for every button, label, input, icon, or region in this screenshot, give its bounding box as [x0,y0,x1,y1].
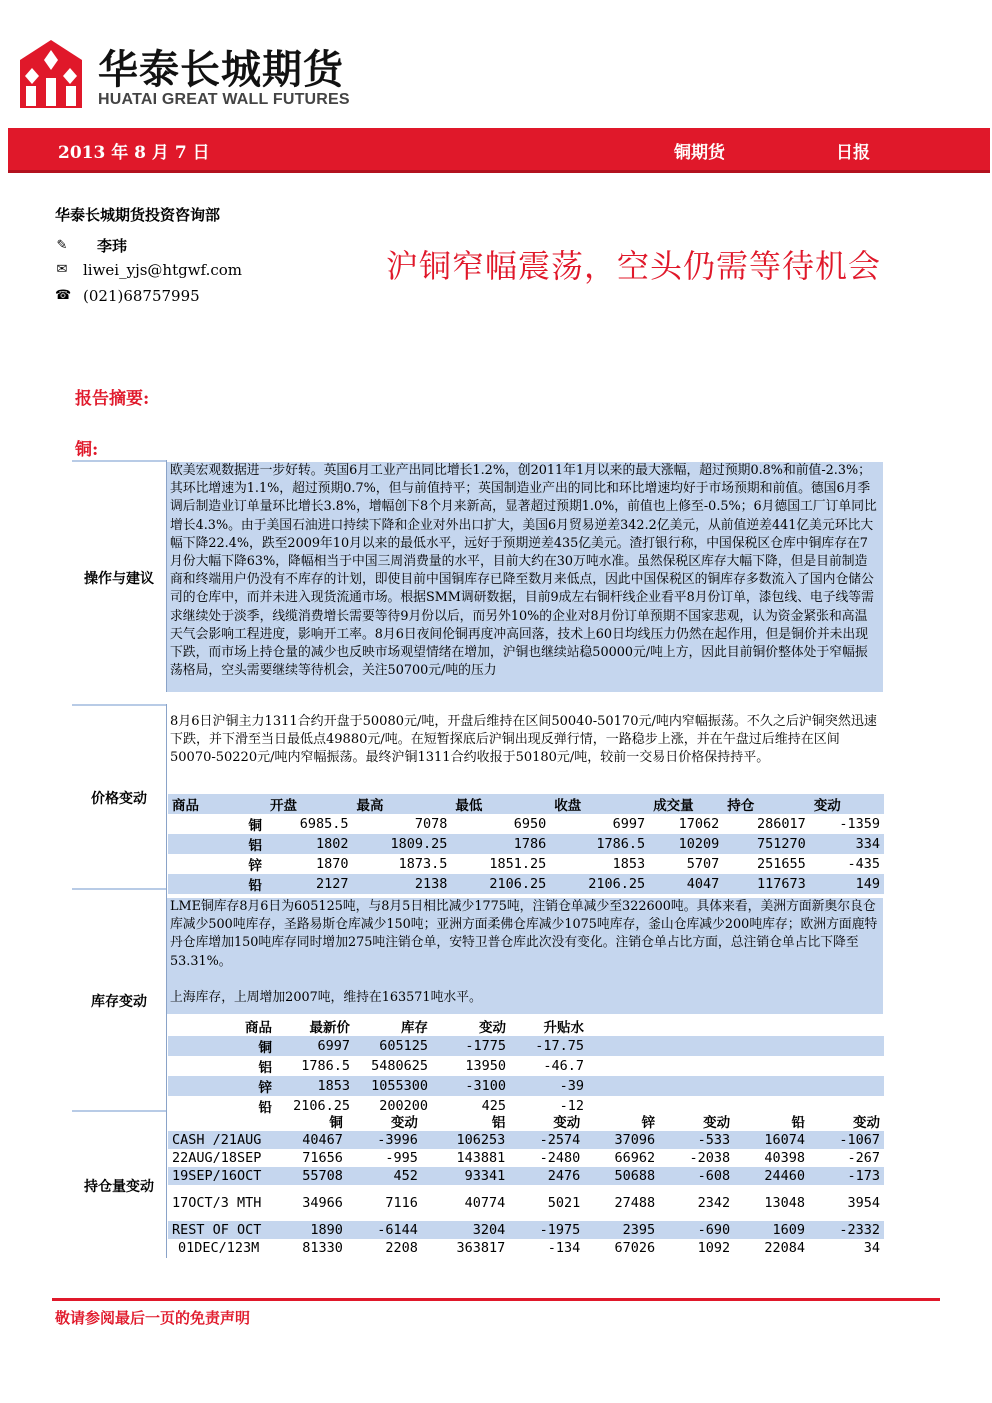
table-cell: 40774 [464,1195,506,1211]
table-cell: 334 [810,834,884,854]
table-cell: 5021 [547,1195,581,1211]
table-header-row [168,1016,884,1036]
table-cell: 6997 [612,816,646,832]
company-name-cn: 华泰长城期货 [98,47,344,93]
table-cell: 37096 [584,1131,659,1149]
table-cell: -39 [510,1076,588,1096]
headline: 沪铜窄幅震荡，空头仍需等待机会 [386,247,882,285]
table-cell: 34 [863,1240,880,1256]
table-cell: 2127 [266,874,353,894]
table-cell: 27488 [614,1195,656,1211]
table-cell: 117673 [723,874,810,894]
table-cell: -2480 [539,1150,581,1166]
table-cell: 751270 [723,834,810,854]
table-header-row [168,1111,884,1131]
advice-label: 操作与建议 [72,460,166,694]
table-cell: 143881 [456,1150,506,1166]
table-cell: 1055300 [354,1076,432,1096]
table-cell: 1870 [316,856,349,872]
table-cell: 40467 [272,1131,347,1149]
table-cell: 81330 [302,1240,343,1256]
table-cell: -46.7 [543,1058,584,1074]
table-cell: 67026 [614,1240,656,1256]
table-cell: -173 [809,1167,884,1185]
report-category: 铜期货 [674,143,725,163]
author-phone: (021)68757995 [83,287,200,305]
table-cell: 1809.25 [353,834,452,854]
table-row [168,1131,884,1149]
inventory-label: 库存变动 [72,888,166,1112]
table-cell: 5480625 [371,1058,428,1074]
table-cell: -1067 [809,1131,884,1149]
table-cell: 363817 [456,1240,506,1256]
report-type: 日报 [836,143,870,163]
table-cell: 6950 [513,816,547,832]
period-cell: CASH /21AUG [168,1131,272,1149]
table-cell: 3954 [847,1195,880,1211]
pen-icon: ✎ [56,237,68,253]
table-header-row [168,794,884,814]
table-cell: -1975 [509,1221,584,1239]
table-cell: -995 [385,1150,418,1166]
divider [166,1110,167,1258]
table-header-cell: 开盘 [266,794,353,814]
table-cell: 200200 [379,1098,428,1114]
table-cell: 605125 [354,1036,432,1056]
price-text: 8月6日沪铜主力1311合约开盘于50080元/吨，开盘后维持在区间50040-50170元/吨内窄幅振荡。不久之后沪铜突然迅速下跌，并下滑至当日最低点49880元/吨。在短暂探底后沪铜出现反弹行情，一路稳步上涨，并在午盘过后维持在区间50070-50220元/吨内窄幅振荡。最终沪铜1311合约收报于50180元/吨，较前一交易日价格保持持平。 [167,713,883,768]
email-row [55,261,242,279]
table-cell: 1873.5 [398,856,448,872]
table-header-cell: 铜 [329,1115,343,1131]
period-cell: REST OF OCT [168,1221,272,1239]
report-date: 2013 年 8 月 7 日 [58,143,210,163]
table-cell: 1786 [451,834,550,854]
table-header-cell: 收盘 [550,794,649,814]
position-table [168,1111,884,1257]
phone-icon: ☎ [55,288,72,303]
table-row [168,1221,884,1239]
table-cell: -12 [559,1098,584,1114]
table-cell: 10209 [649,834,723,854]
commodity-cell: 锌 [248,858,262,874]
table-cell: -2574 [509,1131,584,1149]
table-cell: -3100 [432,1076,510,1096]
company-logo [18,38,84,110]
table-header-cell: 铅 [791,1115,805,1131]
advice-text: 欧美宏观数据进一步好转。英国6月工业产出同比增长1.2%，创2011年1月以来的最大涨幅，超过预期0.8%和前值-2.3%；其环比增速为1.1%，超过预期0.7%，但与前值持平；英国制造业产出的同比和环比增速均好于市场预期和前值。德国6月季调后制造业订单量环比增长3.8%，增幅创下8个月来新高，显著超过预期1.0%，前值也上修至-0.5%；6月德国工厂订单同比增长4.3%。由于美国石油进口持续下降和企业对外出口扩大，美国6月贸易逆差342.2亿美元，从前值逆差441亿美元环比大幅下降22.4%，跌至2009年10月以来的最低水平，远好于预期逆差435亿美元。渣打银行称，中国保税区仓库中铜库存在7月份大幅下降63%，降幅相当于中国三周消费量的水平，目前大约在30万吨水准。虽然保税区库存大幅下降，但是目前制造商和终端用户仍没有不库存的计划，即使目前中国铜库存已降至数月来低点，因此中国保税区的铜库存多数流入了国内仓储公司的仓库中，而并未进入现货流通市场。根据SMM调研数据，目前9成左右铜杆线企业看平8月份订单，漆包线、电子线等需求继续处于淡季，线缆消费增长需要等待9月份以后，而另外10%的企业对8月份订单预期不国家悲观，认为资金紧张和高温天气会影响工程进度，影响开工率。8月6日夜间伦铜再度冲高回落，技术上60日均线压力仍然在起作用，但是铜价并未出现下跌，而市场上持仓量的减少也反映市场观望情绪在增加，沪铜也继续站稳50000元/吨上方，因此目前铜价整体处于窄幅振荡格局，空头需要继续等待机会，关注50700元/吨的压力 [167,462,883,692]
table-cell: 286017 [757,816,806,832]
table-header-cell: 变动 [810,794,884,814]
table-header-cell: 商品 [245,1020,272,1036]
table-cell: 2106.25 [293,1098,350,1114]
table-header-cell: 铝 [491,1115,506,1131]
period-cell: 22AUG/18SEP [172,1150,262,1166]
table-cell: 7116 [385,1195,418,1211]
table-cell: 425 [481,1098,506,1114]
table-cell: -608 [659,1167,734,1185]
table-cell: 1802 [266,834,353,854]
table-cell: 50688 [584,1167,659,1185]
table-cell: 6985.5 [299,816,349,832]
table-cell: -435 [847,856,880,872]
table-row [168,1056,884,1076]
table-cell: -1775 [432,1036,510,1056]
table-header-cell: 持仓 [723,794,810,814]
table-cell: 5707 [686,856,720,872]
table-cell: -17.75 [510,1036,588,1056]
table-header-cell: 变动 [853,1115,880,1131]
author-name: 李玮 [97,237,128,255]
commodity-cell: 铜 [248,818,262,834]
table-row [168,1167,884,1185]
table-cell: 106253 [422,1131,509,1149]
table-row [168,1149,884,1167]
position-label: 持仓量变动 [72,1110,166,1260]
commodity-cell: 铝 [168,834,266,854]
commodity-cell: 铝 [258,1060,272,1076]
inventory-text-shanghai: 上海库存，上周增加2007吨，维持在163571吨水平。 [170,989,482,1005]
inventory-text-lme: LME铜库存8月6日为605125吨，与8月5日相比减少1775吨，注销仓单减少至322600吨。具体来看，美洲方面新奥尔良仓库减少500吨库存，圣路易斯仓库减少150吨；亚洲方面柔佛仓库减少1075吨库存，釜山仓库减少200吨库存；欧洲方面鹿特丹仓库增加150吨库存同时增加275吨注销仓单，安特卫普仓库此次没有变化。注销仓单占比方面，总注销仓单占比下降至53.31%。 [170,899,878,969]
author-row [55,235,127,256]
table-cell: 17062 [678,816,720,832]
period-cell: 17OCT/3 MTH [172,1195,262,1211]
commodity-cell: 铅 [168,874,266,894]
table-cell: 1851.25 [489,856,547,872]
table-cell: 13950 [465,1058,506,1074]
table-header-cell: 锌 [641,1115,656,1131]
table-cell: 93341 [422,1167,509,1185]
table-cell: 1786.5 [301,1058,350,1074]
table-header-cell: 变动 [703,1115,731,1131]
footer-divider [52,1298,940,1301]
table-row [168,834,884,854]
copper-title: 铜: [75,440,99,460]
table-header-cell: 变动 [479,1020,506,1036]
table-cell: 1853 [612,856,646,872]
table-header-cell: 最新价 [309,1020,350,1036]
company-name-en: HUATAI GREAT WALL FUTURES [98,91,350,108]
table-cell: 7078 [414,816,448,832]
commodity-cell: 铜 [168,1036,276,1056]
table-cell: 2342 [697,1195,731,1211]
period-cell: 01DEC/123M [178,1240,260,1256]
table-cell: 34966 [302,1195,343,1211]
report-banner [8,128,990,173]
table-cell: 2106.25 [550,874,649,894]
table-cell: 1890 [272,1221,347,1239]
table-row [168,854,884,874]
table-cell: -1359 [839,816,880,832]
table-cell: 24460 [734,1167,809,1185]
table-header-cell: 成交量 [649,794,723,814]
table-cell: 4047 [649,874,723,894]
table-header-cell: 库存 [401,1020,428,1036]
table-cell: -267 [847,1150,880,1166]
table-cell: 1786.5 [550,834,649,854]
table-cell: -533 [659,1131,734,1149]
inventory-table [168,1016,884,1116]
table-cell: 1092 [697,1240,731,1256]
phone-row [55,287,200,305]
table-cell: 2395 [584,1221,659,1239]
table-cell: 40398 [764,1150,805,1166]
price-label: 价格变动 [72,704,166,890]
commodity-cell: 铅 [258,1100,272,1116]
table-cell: 2208 [385,1240,418,1256]
table-cell: -2332 [809,1221,884,1239]
table-header-cell: 商品 [168,794,266,814]
table-cell: 55708 [272,1167,347,1185]
author-email: liwei_yjs@htgwf.com [83,261,243,279]
commodity-cell: 锌 [168,1076,276,1096]
table-cell: 66962 [614,1150,656,1166]
table-row [168,1036,884,1056]
table-cell: 452 [347,1167,422,1185]
table-cell: 71656 [302,1150,343,1166]
inventory-text [167,898,883,1014]
table-cell: 6997 [276,1036,354,1056]
period-cell: 19SEP/16OCT [168,1167,272,1185]
table-cell: 1609 [734,1221,809,1239]
disclaimer-link[interactable]: 敬请参阅最后一页的免责声明 [55,1309,251,1327]
table-cell: 251655 [757,856,806,872]
table-header-cell: 变动 [553,1115,581,1131]
table-cell: 2138 [353,874,452,894]
department: 华泰长城期货投资咨询部 [55,206,221,224]
table-row [168,814,884,834]
table-cell: 16074 [734,1131,809,1149]
table-cell: 13048 [764,1195,805,1211]
table-cell: -690 [659,1221,734,1239]
table-cell: 1853 [276,1076,354,1096]
price-table [168,794,884,894]
table-row [168,874,884,894]
table-header-cell: 变动 [390,1115,418,1131]
table-row [168,1185,884,1221]
table-header-cell [168,1111,272,1131]
table-cell: -2038 [689,1150,731,1166]
table-header-cell: 最低 [451,794,550,814]
table-cell: -6144 [347,1221,422,1239]
mail-icon: ✉ [56,262,68,277]
table-cell: -3996 [347,1131,422,1149]
table-header-cell: 升贴水 [543,1020,584,1036]
table-row [168,1239,884,1257]
table-row [168,1076,884,1096]
table-cell: 2476 [509,1167,584,1185]
summary-title: 报告摘要: [75,389,150,409]
table-cell: 149 [810,874,884,894]
table-cell: 3204 [422,1221,509,1239]
table-cell: 22084 [764,1240,805,1256]
table-header-cell: 最高 [353,794,452,814]
table-cell: 2106.25 [451,874,550,894]
table-cell: -134 [547,1240,581,1256]
